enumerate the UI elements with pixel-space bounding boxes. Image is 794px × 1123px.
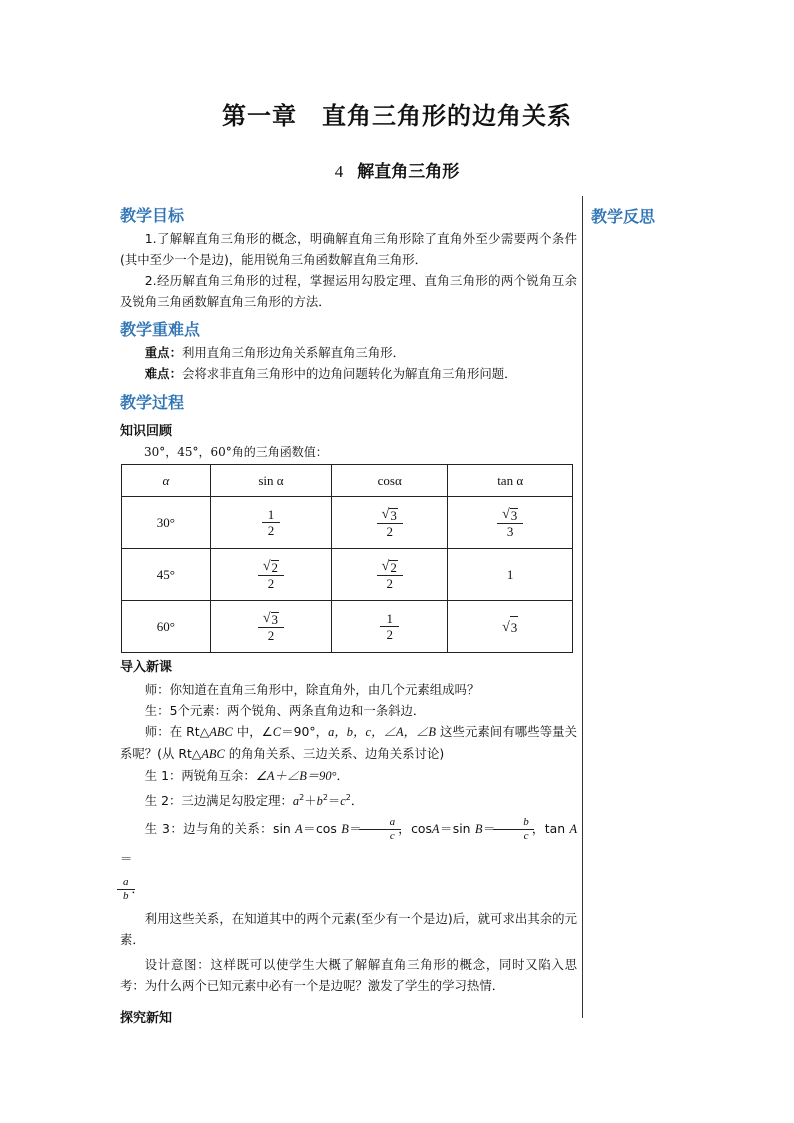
header-alpha: α — [122, 465, 211, 497]
dialog-student-2: 生 1：两锐角互余：∠A＋∠B＝90°． — [144, 768, 349, 783]
dialog-teacher-2: 师：在 Rt△ABC 中，∠C＝90°，a，b，c，∠A，∠B 这些元素间有哪些等量关系呢？(从 Rt△ABC 的角角关系、三边关系、边角关系讨论) — [120, 724, 578, 761]
angle-cell: 60° — [122, 601, 211, 653]
lesson-title: 解直角三角形 — [357, 162, 460, 182]
focus-label: 重点： — [144, 345, 182, 360]
lesson-number: 4 — [334, 162, 344, 181]
sin-cell: √ 2 2 — [210, 549, 331, 601]
cos-cell: √ 2 2 — [332, 549, 448, 601]
objective-1: 1.了解解直角三角形的概念，明确解直角三角形除了直角外至少需要两个条件(其中至少一个是边)，能用锐角三角函数解直角三角形． — [120, 231, 577, 267]
review-title: 知识回顾 — [120, 424, 173, 439]
dialog-teacher-1: 师：你知道在直角三角形中，除直角外，由几个元素组成吗？ — [144, 682, 480, 697]
dialog-student-4: 生 3：边与角的关系：sin A＝cos B＝ $\frac{a}{c}$ ，cosA＝sin B＝ $\frac{b}{c}$ ，tan A＝ — [120, 816, 578, 867]
lesson-heading — [0, 157, 794, 182]
difficulty-label: 难点： — [144, 366, 182, 381]
main-column — [120, 204, 577, 1030]
table-intro: 30°，45°，60°角的三角函数值： — [144, 445, 328, 459]
angle-cell: 30° — [122, 497, 211, 549]
objective-2: 2.经历解直角三角形的过程，掌握运用勾股定理、直角三角形的两个锐角互余及锐角三角函数解直角三角形的方法． — [120, 273, 577, 309]
difficulty-text: 会将求非直角三角形中的边角问题转化为解直角三角形问题． — [181, 366, 517, 381]
sin-cell: $\frac{1}{2}$ — [210, 497, 331, 549]
cos-cell: √ 3 2 — [332, 497, 448, 549]
objectives-title: 教学目标 — [120, 206, 185, 225]
column-divider — [582, 196, 583, 1018]
paragraph-design-intent: 设计意图：这样既可以使学生大概了解解直角三角形的概念，同时又陷入思考：为什么两个已知元素中必有一个是边呢？激发了学生的学习热情． — [120, 957, 577, 994]
process-title: 教学过程 — [120, 393, 185, 412]
cos-cell: $\frac{1}{2}$ — [332, 601, 448, 653]
paragraph-use-relations: 利用这些关系，在知道其中的两个元素(至少有一个是边)后，就可求出其余的元素． — [120, 911, 577, 948]
difficulty-line — [120, 363, 577, 384]
focus-text: 利用直角三角形边角关系解直角三角形． — [181, 345, 405, 360]
header-tan: tan α — [448, 465, 573, 497]
key-points-title: 教学重难点 — [120, 320, 201, 339]
dialog-student-1: 生：5个元素：两个锐角、两条直角边和一条斜边． — [144, 703, 426, 718]
explore-title: 探究新知 — [120, 1011, 173, 1027]
header-sin: sin α — [210, 465, 331, 497]
dialog-student-3: 生 2：三边满足勾股定理：$a^2+b^2=c^2$． — [144, 793, 364, 809]
trig-value-table — [121, 464, 573, 653]
angle-cell: 45° — [122, 549, 211, 601]
table-row — [122, 549, 573, 601]
table-row — [122, 497, 573, 549]
table-row — [122, 601, 573, 653]
sin-cell: √ 3 2 — [210, 601, 331, 653]
dialog-student-4-cont: $\frac{a}{b}$ ． — [120, 874, 577, 904]
tan-cell: √ 3 — [448, 601, 573, 653]
tan-cell: √ 3 3 — [448, 497, 573, 549]
intro-title: 导入新课 — [120, 660, 173, 675]
chapter-title: 第一章 直角三角形的边角关系 — [222, 102, 572, 130]
reflection-title: 教学反思 — [591, 207, 656, 226]
tan-cell: 1 — [448, 549, 573, 601]
table-header-row — [122, 465, 573, 497]
focus-line — [120, 342, 577, 363]
header-cos: cosα — [332, 465, 448, 497]
